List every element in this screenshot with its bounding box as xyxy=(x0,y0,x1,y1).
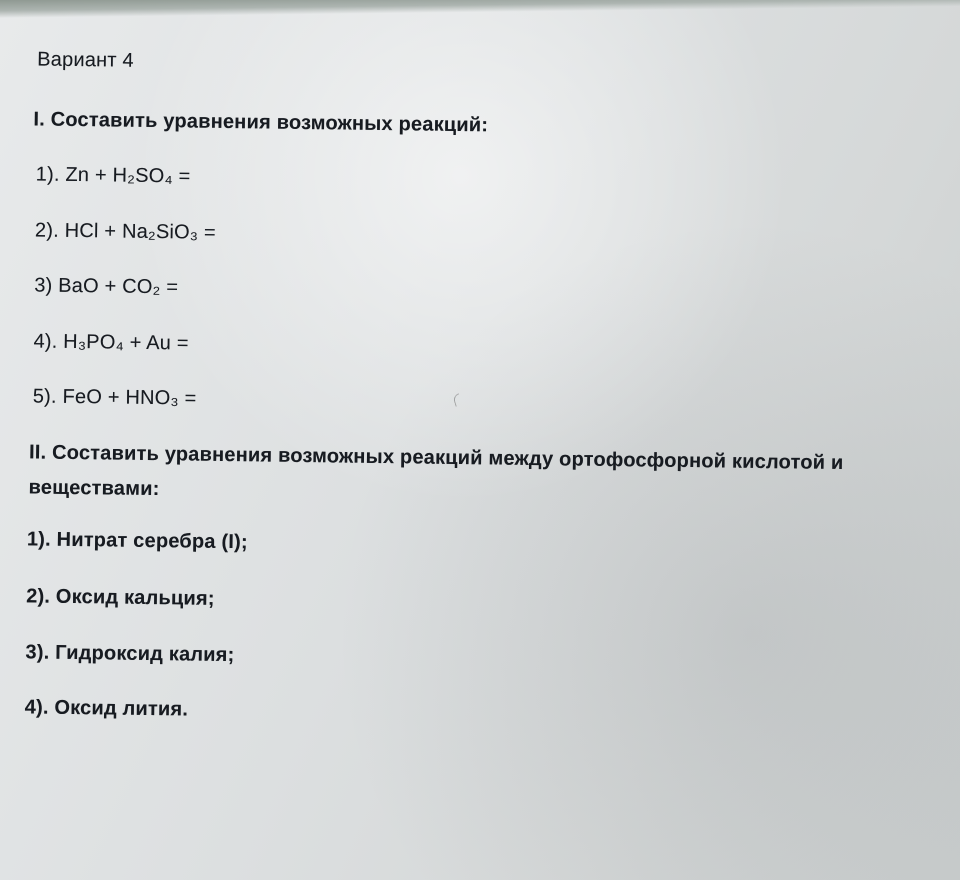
equation-1-number: 1). xyxy=(35,163,60,186)
equation-2-text: HCl + Na₂SiO₃ = xyxy=(64,219,217,244)
equation-3 xyxy=(34,274,178,299)
variant-title: Вариант 4 xyxy=(37,48,134,72)
equation-4-number: 4). xyxy=(33,330,58,353)
equation-4 xyxy=(33,330,188,355)
small-pen-mark xyxy=(452,393,462,407)
equation-4-text: H₃PO₄ + Au = xyxy=(63,330,189,355)
equation-5-number: 5). xyxy=(32,385,57,408)
equation-1-text: Zn + H₂SO₄ = xyxy=(65,163,191,188)
equation-2 xyxy=(35,219,216,244)
equation-1 xyxy=(36,163,191,188)
equation-3-number: 3) xyxy=(34,274,53,297)
substance-4: 4). Оксид лития. xyxy=(24,696,189,721)
equation-5-text: FeO + HNO₃ = xyxy=(62,385,197,410)
substance-2: 2). Оксид кальция; xyxy=(26,585,215,610)
equation-2-number: 2). xyxy=(34,219,60,242)
section-i-title: I. Составить уравнения возможных реакций: xyxy=(33,108,489,137)
equation-5 xyxy=(33,385,197,410)
equation-3-text: BaO + CO₂ = xyxy=(58,274,179,299)
substance-1: 1). Нитрат серебра (I); xyxy=(26,528,248,554)
section-ii-title-line1: II. Составить уравнения возможных реакций между ортофосфорной кислотой и xyxy=(28,441,844,475)
section-ii-title-line2: веществами: xyxy=(28,476,160,501)
substance-3: 3). Гидроксид калия; xyxy=(25,641,235,667)
